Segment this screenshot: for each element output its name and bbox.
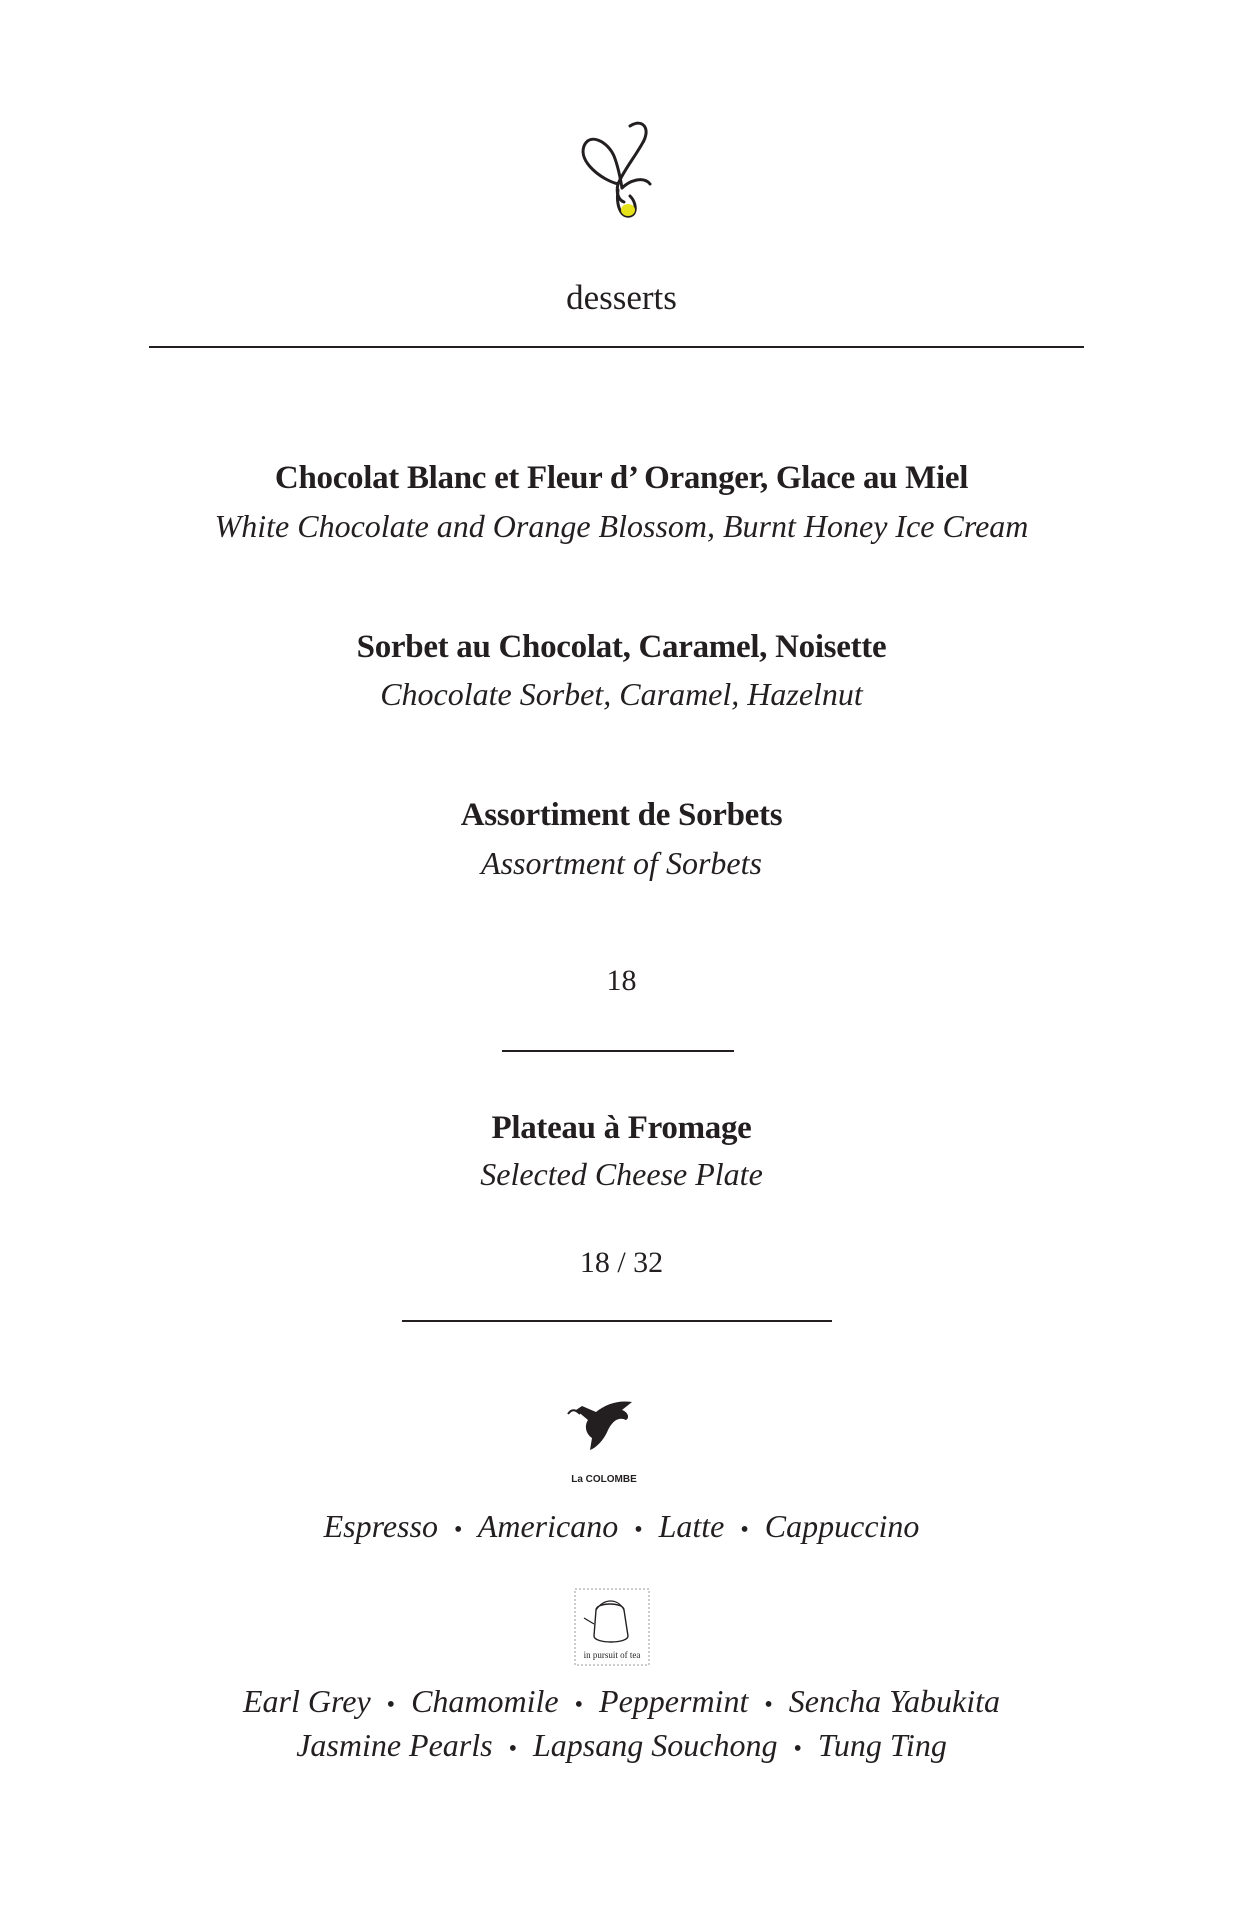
coffee-item: Americano [477,1508,619,1544]
tea-item: Jasmine Pearls [296,1727,493,1763]
la-colombe-logo [556,1390,652,1490]
coffee-item: Cappuccino [764,1508,920,1544]
dessert-1-french: Chocolat Blanc et Fleur d’ Oranger, Glace au Miel [274,460,969,496]
separator-dot: • [574,1692,584,1718]
cheese-english: Selected Cheese Plate [480,1156,763,1192]
restaurant-logo [572,118,668,228]
dessert-3-english: Assortment of Sorbets [481,845,762,881]
dessert-1-english: White Chocolate and Orange Blossom, Burnt Honey Ice Cream [214,508,1029,544]
separator-dot: • [740,1517,749,1543]
separator-dot: • [508,1736,517,1762]
separator-dot: • [634,1517,643,1543]
separator-dot: • [386,1692,396,1718]
separator-dot: • [764,1692,773,1718]
section-title: desserts [566,278,677,317]
header-divider [149,346,1084,348]
tea-item: Tung Ting [817,1727,947,1763]
divider-long [402,1320,832,1322]
coffee-item: Latte [658,1508,725,1544]
dessert-price: 18 [606,964,637,997]
separator-dot: • [793,1736,802,1762]
la-colombe-logo-text: La COLOMBE [571,1474,637,1485]
separator-dot: • [453,1517,463,1543]
tea-item: Peppermint [599,1683,749,1719]
tea-list-row-2 [0,1727,1243,1764]
dessert-2-french: Sorbet au Chocolat, Caramel, Noisette [356,629,887,665]
coffee-item: Espresso [323,1508,438,1544]
dessert-3-french: Assortiment de Sorbets [460,797,783,833]
cheese-price: 18 / 32 [579,1246,664,1279]
dessert-2-english: Chocolate Sorbet, Caramel, Hazelnut [380,676,863,712]
in-pursuit-of-tea-logo [574,1588,650,1666]
tea-item: Lapsang Souchong [533,1727,778,1763]
tea-item: Sencha Yabukita [788,1683,1000,1719]
in-pursuit-of-tea-logo-text: in pursuit of tea [583,1650,641,1660]
coffee-list [0,1508,1243,1545]
tea-item: Chamomile [411,1683,559,1719]
divider-short [502,1050,734,1052]
tea-list-row-1 [0,1683,1243,1720]
cheese-french: Plateau à Fromage [491,1110,752,1146]
tea-item: Earl Grey [243,1683,371,1719]
